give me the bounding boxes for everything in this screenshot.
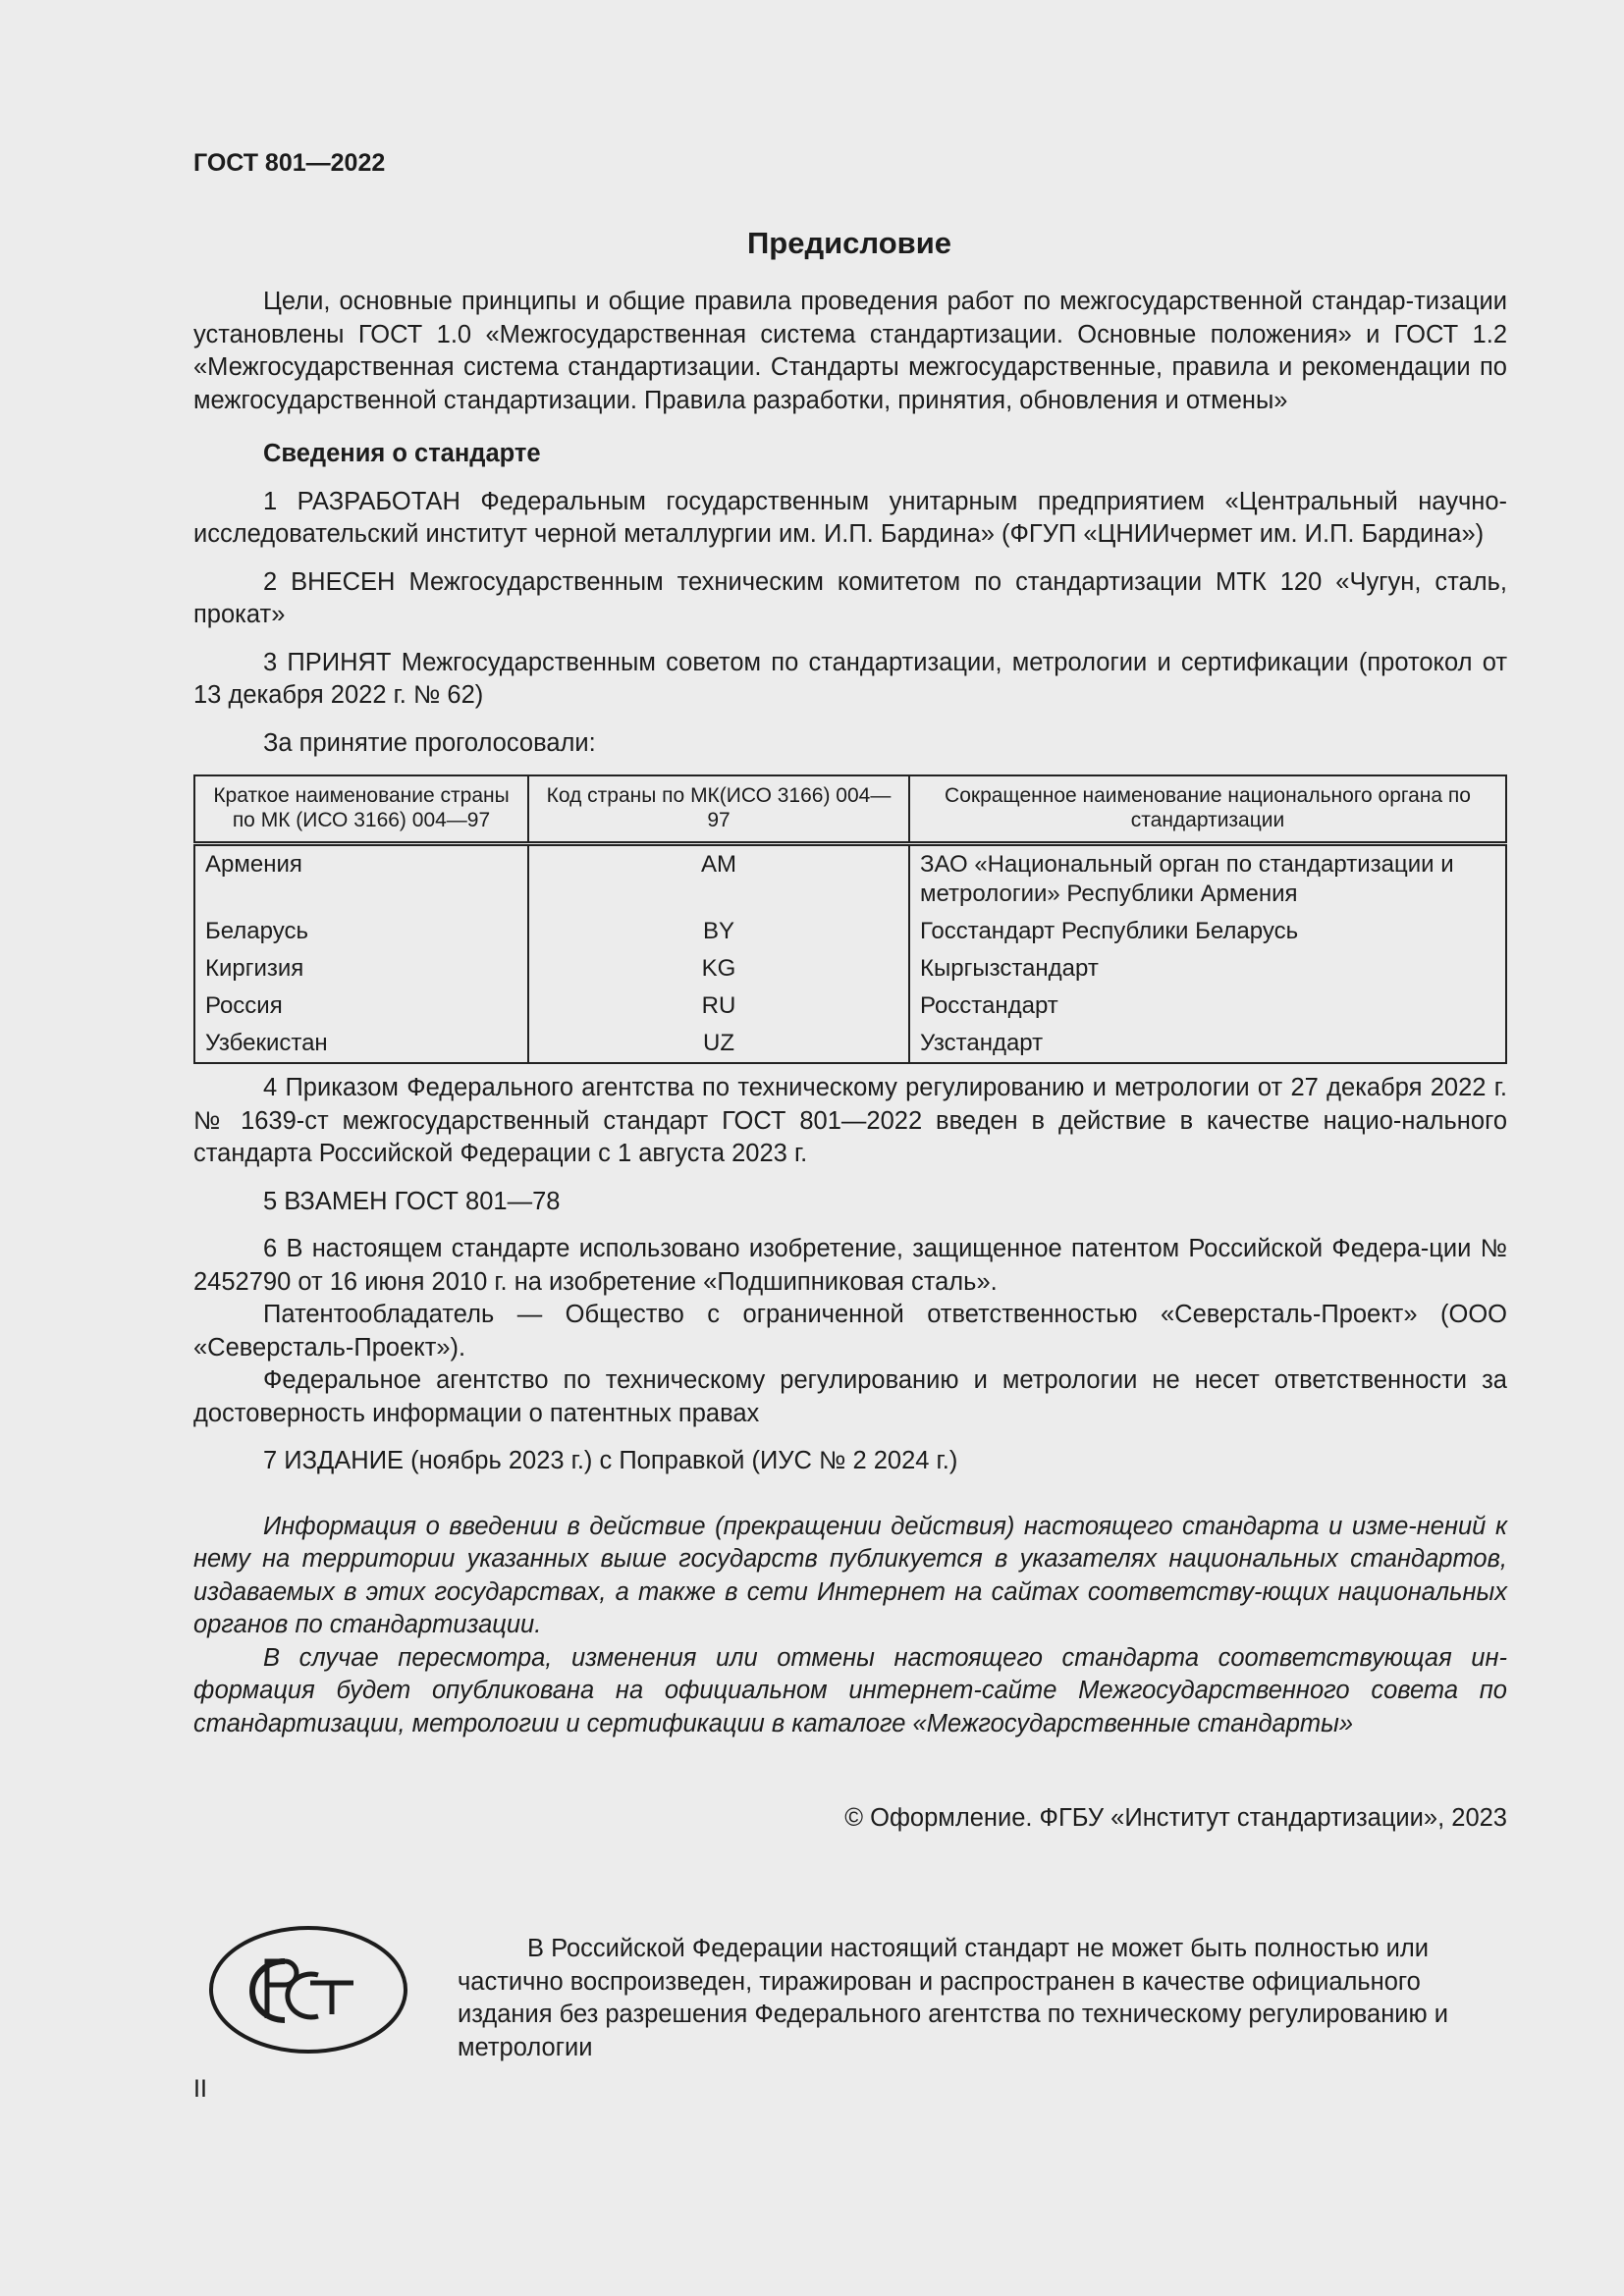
publication-info: Информация о введении в действие (прекращении действия) настоящего стандарта и изме-нений к нему на территории указанных выше государств публикуется в указателях национальных стандартов, издаваемых в этих государствах, а также в сети Интернет на сайтах соответству-ющих национальных органов по стандартизации. — [193, 1512, 1507, 1638]
reproduction-notice: В Российской Федерации настоящий стандарт не может быть полностью или частично воспроизведен, тиражирован и распространен в качестве официального издания без разрешения Федерального агентства по техническому регулированию и метрологии — [458, 1935, 1448, 2061]
header-country-name: Краткое наименование страны по МК (ИСО 3166) 004—97 — [194, 775, 528, 844]
body-cell: Кыргызстандарт — [920, 955, 1099, 982]
voting-table — [193, 774, 1507, 1064]
intro-paragraph: Цели, основные принципы и общие правила проведения работ по межгосударственной стандар-тизации установлены ГОСТ 1.0 «Межгосударственная система стандартизации. Основные положения» и ГОСТ 1.2 «Межгосударственная система стандартизации. Стандарты межгосударственные, правила и рекомендации по межгосударственной стандартизации. Правила разработки, принятия, обновления и отмены» — [193, 288, 1507, 414]
item-developed: 1 РАЗРАБОТАН Федеральным государственным унитарным предприятием «Центральный научно-исследовательский институт черной металлургии им. И.П. Бардина» (ФГУП «ЦНИИчермет им. И.П. Бардина») — [193, 487, 1507, 548]
table-header-row — [194, 775, 1506, 844]
country-cell: Киргизия — [194, 950, 528, 988]
code-cell: UZ — [528, 1025, 909, 1063]
preface-content — [193, 286, 1507, 1836]
table-row — [194, 913, 1506, 950]
table-row — [194, 950, 1506, 988]
item-replaces: 5 ВЗАМЕН ГОСТ 801—78 — [263, 1187, 561, 1215]
body-cell: Госстандарт Республики Беларусь — [920, 918, 1299, 944]
country-cell: Армения — [194, 844, 528, 914]
rst-certification-mark-icon — [208, 1924, 409, 2056]
patent-disclaimer: Федеральное агентство по техническому регулированию и метрологии не несет ответственности за достоверность информации о патентных правах — [193, 1366, 1507, 1427]
header-country-code: Код страны по МК(ИСО 3166) 004—97 — [528, 775, 909, 844]
code-cell: BY — [528, 913, 909, 950]
standard-info-heading: Сведения о стандарте — [263, 440, 541, 467]
body-cell: Узстандарт — [920, 1030, 1044, 1056]
page-number: II — [193, 2075, 207, 2103]
item-adopted: 3 ПРИНЯТ Межгосударственным советом по стандартизации, метрологии и сертификации (протокол от 13 декабря 2022 г. № 62) — [193, 648, 1507, 709]
country-cell: Беларусь — [194, 913, 528, 950]
code-cell: KG — [528, 950, 909, 988]
document-code: ГОСТ 801—2022 — [193, 149, 386, 177]
item-enacted: 4 Приказом Федерального агентства по техническому регулированию и метрологии от 27 декабря 2022 г. № 1639-ст межгосударственный стандарт ГОСТ 801—2022 введен в действие в качестве нацио-нального стандарта Российской Федерации с 1 августа 2023 г. — [193, 1074, 1507, 1167]
item-patent: 6 В настоящем стандарте использовано изобретение, защищенное патентом Российской Федера-ции № 2452790 от 16 июня 2010 г. на изобретение «Подшипниковая сталь». — [193, 1235, 1507, 1296]
table-row — [194, 844, 1506, 914]
code-cell: AM — [528, 844, 909, 914]
copyright-line: © Оформление. ФГБУ «Институт стандартизации», 2023 — [844, 1804, 1507, 1832]
page-title: Предисловие — [746, 226, 951, 260]
country-cell: Россия — [194, 988, 528, 1025]
country-cell: Узбекистан — [194, 1025, 528, 1063]
header-national-body: Сокращенное наименование национального органа по стандартизации — [909, 775, 1506, 844]
table-row — [194, 988, 1506, 1025]
voted-label: За принятие проголосовали: — [263, 728, 596, 757]
body-cell: ЗАО «Национальный орган по стандартизации и метрологии» Республики Армения — [920, 851, 1454, 907]
item-edition: 7 ИЗДАНИЕ (ноябрь 2023 г.) с Поправкой (ИУС № 2 2024 г.) — [263, 1447, 958, 1474]
table-row — [194, 1025, 1506, 1063]
patent-holder: Патентообладатель — Общество с ограниченной ответственностью «Северсталь-Проект» (ООО «Северсталь-Проект»). — [193, 1301, 1507, 1362]
revision-info: В случае пересмотра, изменения или отмены настоящего стандарта соответствующая ин-формация будет опубликована на официальном интернет-сайте Межгосударственного совета по стандартизации, метрологии и сертификации в каталоге «Межгосударственные стандарты» — [193, 1643, 1507, 1737]
item-submitted: 2 ВНЕСЕН Межгосударственным техническим комитетом по стандартизации МТК 120 «Чугун, сталь, прокат» — [193, 567, 1507, 628]
code-cell: RU — [528, 988, 909, 1025]
body-cell: Росстандарт — [920, 992, 1058, 1019]
